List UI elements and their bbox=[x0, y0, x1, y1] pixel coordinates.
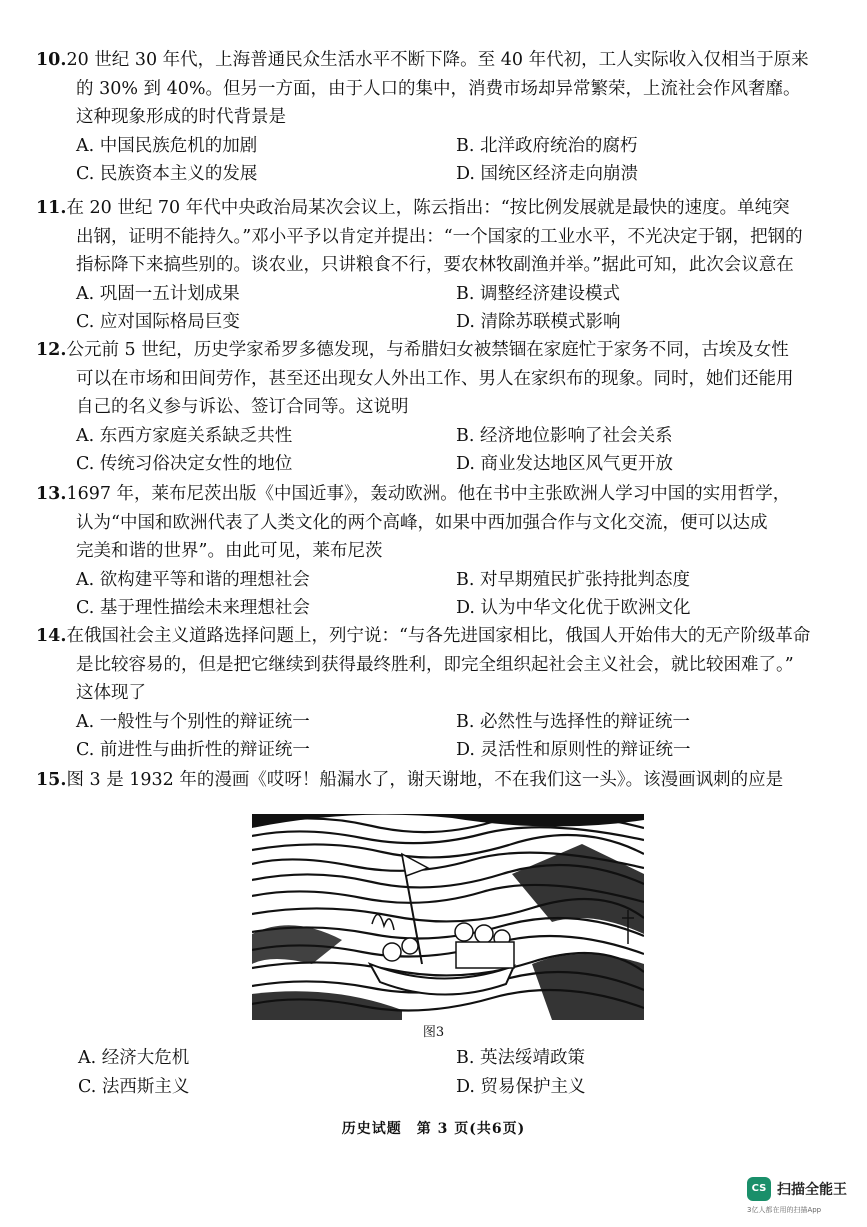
question-line: 认为“中国和欧洲代表了人类文化的两个高峰，如果中西加强合作与文化交流，便可以达成 bbox=[76, 512, 768, 533]
question-line: 自己的名义参与诉讼、签订合同等。这说明 bbox=[76, 397, 409, 417]
option-c: C. 前进性与曲折性的辩证统一 bbox=[76, 740, 310, 760]
question-number: 11. bbox=[36, 198, 67, 218]
question-number: 12. bbox=[36, 340, 67, 360]
option-d: D. 清除苏联模式影响 bbox=[456, 312, 621, 332]
page-footer: 历史试题 第 3 页(共6页) bbox=[341, 1121, 526, 1137]
question-number: 15. bbox=[36, 770, 67, 790]
option-a: A. 中国民族危机的加剧 bbox=[76, 135, 258, 156]
options bbox=[76, 708, 836, 765]
cartoon-figure bbox=[252, 814, 644, 1020]
question-line: 20 世纪 30 年代，上海普通民众生活水平不断下降。至 40 年代初，工人实际收入仅相当于原来 bbox=[66, 50, 809, 70]
question-line: 在 20 世纪 70 年代中央政治局某次会议上，陈云指出：“按比例发展就是最快的速度。单纯突 bbox=[66, 198, 790, 218]
question-line: 图 3 是 1932 年的漫画《哎呀！船漏水了，谢天谢地，不在我们这一头》。该漫画讽刺的应是 bbox=[66, 770, 784, 790]
question-number: 13. bbox=[36, 484, 67, 504]
option-a: A. 一般性与个别性的辩证统一 bbox=[76, 711, 310, 732]
options bbox=[78, 1044, 858, 1101]
question-line: 指标降下来搞些别的。谈农业，只讲粮食不行，要农林牧副渔并举。”据此可知，此次会议意在 bbox=[76, 255, 794, 275]
question-line: 完美和谐的世界”。由此可见，莱布尼茨 bbox=[76, 541, 383, 561]
option-c: C. 民族资本主义的发展 bbox=[76, 164, 258, 184]
option-a: A. 欲构建平等和谐的理想社会 bbox=[76, 569, 310, 590]
question-number: 14. bbox=[36, 626, 67, 646]
option-c: C. 传统习俗决定女性的地位 bbox=[76, 454, 293, 474]
question-line: 公元前 5 世纪，历史学家希罗多德发现，与希腊妇女被禁锢在家庭忙于家务不同，古埃及女性 bbox=[66, 340, 789, 360]
scanner-app-name: 扫描全能王 bbox=[777, 1182, 847, 1198]
options bbox=[76, 566, 836, 623]
question-line: 在俄国社会主义道路选择问题上，列宁说：“与各先进国家相比，俄国人开始伟大的无产阶级革命 bbox=[66, 626, 811, 646]
sinking-boat-cartoon bbox=[252, 814, 644, 1020]
question-line: 的 30% 到 40%。但另一方面，由于人口的集中，消费市场却异常繁荣，上流社会作风奢靡。 bbox=[76, 78, 801, 99]
scanner-watermark bbox=[747, 1177, 857, 1221]
options bbox=[76, 132, 836, 189]
option-b: B. 经济地位影响了社会关系 bbox=[456, 425, 673, 446]
question-12 bbox=[36, 336, 836, 479]
question-line: 出钢，证明不能持久。”邓小平予以肯定并提出：“一个国家的工业水平，不光决定于钢，把钢的 bbox=[76, 226, 803, 247]
question-line: 这种现象形成的时代背景是 bbox=[76, 107, 286, 127]
question-13 bbox=[36, 480, 836, 623]
question-line: 是比较容易的，但是把它继续到获得最终胜利，即完全组织起社会主义社会，就比较困难了。” bbox=[76, 654, 794, 675]
question-14 bbox=[36, 622, 836, 765]
option-d: D. 商业发达地区风气更开放 bbox=[456, 454, 674, 474]
option-d: D. 贸易保护主义 bbox=[456, 1076, 586, 1097]
question-10 bbox=[36, 46, 836, 189]
option-a: A. 东西方家庭关系缺乏共性 bbox=[76, 425, 293, 446]
question-line: 这体现了 bbox=[76, 683, 146, 703]
question-line: 1697 年，莱布尼茨出版《中国近事》，轰动欧洲。他在书中主张欧洲人学习中国的实用哲学， bbox=[66, 484, 791, 504]
question-line: 可以在市场和田间劳作，甚至还出现女人外出工作、男人在家织布的现象。同时，她们还能用 bbox=[76, 368, 794, 389]
option-a: A. 巩固一五计划成果 bbox=[76, 283, 240, 304]
scanner-tagline: 3亿人都在用的扫描App bbox=[747, 1206, 822, 1214]
figure-caption: 图3 bbox=[422, 1025, 445, 1040]
options bbox=[76, 422, 836, 479]
option-d: D. 灵活性和原则性的辩证统一 bbox=[456, 740, 691, 760]
option-b: B. 调整经济建设模式 bbox=[456, 283, 620, 304]
question-number: 10. bbox=[36, 50, 67, 70]
camscanner-logo-icon: CS bbox=[747, 1177, 771, 1201]
option-d: D. 认为中华文化优于欧洲文化 bbox=[456, 598, 691, 618]
option-c: C. 基于理性描绘未来理想社会 bbox=[76, 598, 310, 618]
option-a: A. 经济大危机 bbox=[78, 1048, 190, 1068]
option-b: B. 必然性与选择性的辩证统一 bbox=[456, 711, 690, 732]
question-11 bbox=[36, 194, 836, 337]
options bbox=[76, 280, 836, 337]
option-b: B. 北洋政府统治的腐朽 bbox=[456, 135, 638, 156]
question-15-options bbox=[78, 1044, 858, 1101]
question-15 bbox=[36, 766, 836, 795]
option-c: C. 应对国际格局巨变 bbox=[76, 312, 240, 332]
option-b: B. 英法绥靖政策 bbox=[456, 1048, 585, 1068]
option-c: C. 法西斯主义 bbox=[78, 1076, 190, 1097]
option-d: D. 国统区经济走向崩溃 bbox=[456, 164, 639, 184]
option-b: B. 对早期殖民扩张持批判态度 bbox=[456, 569, 690, 590]
